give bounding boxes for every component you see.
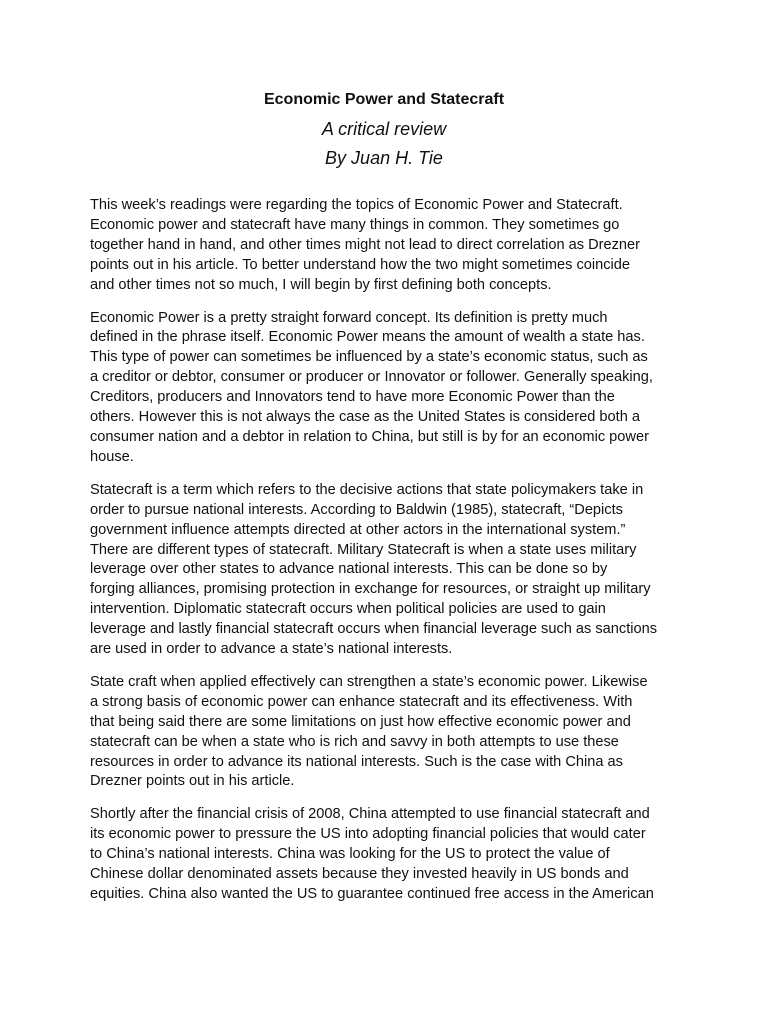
paragraph: This week’s readings were regarding the topics of Economic Power and Statecraft. Economic power and statecraft have many things in common. They sometimes go together hand in hand, and other times might not lead to direct correlation as Drezner points out in his article. To better understand how the two might sometimes coincide and other times not so much, I will begin by first defining both concepts. bbox=[90, 197, 641, 293]
document-title: Economic Power and Statecraft bbox=[263, 91, 505, 108]
paragraph: State craft when applied effectively can strengthen a state’s economic power. Likewise a strong basis of economic power can enhance statecraft and its effectiveness. With that being said there are some limitations on just how effective economic power and statecraft can be when a state who is rich and savvy in both attempts to use these resources in order to advance its national interests. Such is the case with China as Drezner points out in his article. bbox=[90, 673, 648, 790]
document-author: By Juan H. Tie bbox=[325, 148, 443, 168]
document-header bbox=[0, 90, 768, 169]
paragraph: Economic Power is a pretty straight forward concept. Its definition is pretty much defined in the phrase itself. Economic Power means the amount of wealth a state has. This type of power can sometimes be influenced by a state’s economic status, such as a creditor or debtor, consumer or producer or Innovator or follower. Generally speaking, Creditors, producers and Innovators tend to have more Economic Power than the others. However this is not always the case as the United States is considered both a consumer nation and a debtor in relation to China, but still is by for an economic power house. bbox=[90, 309, 653, 465]
paragraph: Shortly after the financial crisis of 2008, China attempted to use financial statecraft and its economic power to pressure the US into adopting financial policies that would cater to China’s national interests. China was looking for the US to protect the value of Chinese dollar denominated assets because they invested heavily in US bonds and equities. China also wanted the US to guarantee continued free access in the American bbox=[90, 806, 654, 902]
document-subtitle: A critical review bbox=[321, 119, 447, 139]
paragraph: Statecraft is a term which refers to the decisive actions that state policymakers take in order to pursue national interests. According to Baldwin (1985), statecraft, “Depicts government influence attempts directed at other actors in the international system.” There are different types of statecraft. Military Statecraft is when a state uses military leverage over other states to advance national interests. This can be done so by forging alliances, promising protection in exchange for resources, or straight up military intervention. Diplomatic statecraft occurs when political policies are used to gain leverage and lastly financial statecraft occurs when financial leverage such as sanctions are used in order to advance a state’s national interests. bbox=[90, 481, 658, 658]
document-body bbox=[90, 196, 690, 918]
